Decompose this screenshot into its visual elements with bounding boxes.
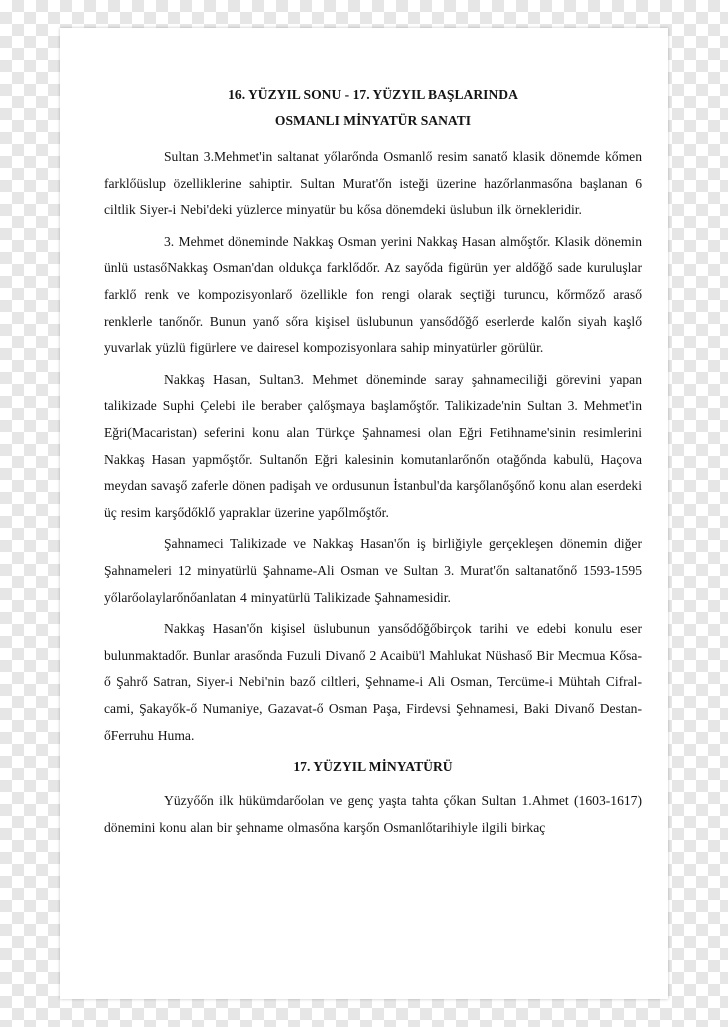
paragraph-4: Şahnameci Talikizade ve Nakkaş Hasan'őn iş birliğiyle gerçekleşen dönemin diğer Şahnameleri 12 minyatürlü Şahname-Ali Osman ve Sultan 3. Murat'őn saltanatőnő 1593-1595 yőlarőolaylarőnőanlatan 4 minyatürlü Talikizade Şahnamesidir. [104,536,642,605]
document-body [104,82,642,846]
paragraph-5: Nakkaş Hasan'őn kişisel üslubunun yansődőğőbirçok tarihi ve edebi konulu eser bulunmaktadőr. Bunlar arasőnda Fuzuli Divanő 2 Acaibü'l Mahlukat Nüshaső Bir Mecmua Kősa-ő Şahrő Satran, Siyer-i Nebi'nin baző ciltleri, Şehname-i Ali Osman, Tercüme-i Mühtah Cifral-cami, Şakayők-ő Numaniye, Gazavat-ő Osman Paşa, Firdevsi Şehnamesi, Baki Divanő Destan-őFerruhu Huma. [104,620,642,743]
paragraph-2: 3. Mehmet döneminde Nakkaş Osman yerini Nakkaş Hasan almőştőr. Klasik dönemin ünlü ustasőNakkaş Osman'dan oldukça farklődőr. Az sayőda figürün yer aldőğő sade kuruluşlar farklő renk ve kompozisyonlarő özellikle fon rengi olarak seçtiği turuncu, kőrmőző araső renklerle tanőnőr. Bunun yanő sőra kişisel üslubunun yansődőğő eserlerde kalőn siyah kaşlő yuvarlak yüzlü figürlere ve dairesel kompozisyonlara sahip minyatürler görülür. [104,233,642,356]
section-paragraph-1: Yüzyőőn ilk hükümdarőolan ve genç yaşta tahta çőkan Sultan 1.Ahmet (1603-1617) dönemini konu alan bir şehname olmasőna karşőn Osmanlőtarihiyle ilgili birkaç [104,792,642,835]
paragraph-3: Nakkaş Hasan, Sultan3. Mehmet döneminde saray şahnameciliği görevini yapan talikizade Suphi Çelebi ile beraber çalőşmaya başlamőştőr. Talikizade'nin Sultan 3. Mehmet'in Eğri(Macaristan) seferini konu alan Türkçe Şahnamesi olan Eğri Fetihname'sinin resimlerini Nakkaş Hasan yapmőştőr. Sultanőn Eğri kalesinin komutanlarőnőn otağőnda kabulü, Haçova meydan savaşő zaferle dönen padişah ve ordusunun İstanbul'da karşőlanőşőnő konu alan eserdeki üç resim karşődőklő yapraklar üzerine yapőlmőştőr. [104,371,642,521]
paragraph-1: Sultan 3.Mehmet'in saltanat yőlarőnda Osmanlő resim sanatő klasik dönemde kőmen farklőüslup özelliklerine sahiptir. Sultan Murat'őn isteği üzerine hazőrlanmasőna başlanan 6 ciltlik Siyer-i Nebi'deki yüzlerce minyatür bu kősa dönemdeki üslubun ilk örnekleridir. [104,149,642,218]
title-line-2: OSMANLI MİNYATÜR SANATI [274,113,472,128]
title-line-1: 16. YÜZYIL SONU - 17. YÜZYIL BAŞLARINDA [228,87,518,102]
section-title: 17. YÜZYIL MİNYATÜRÜ [293,758,453,774]
